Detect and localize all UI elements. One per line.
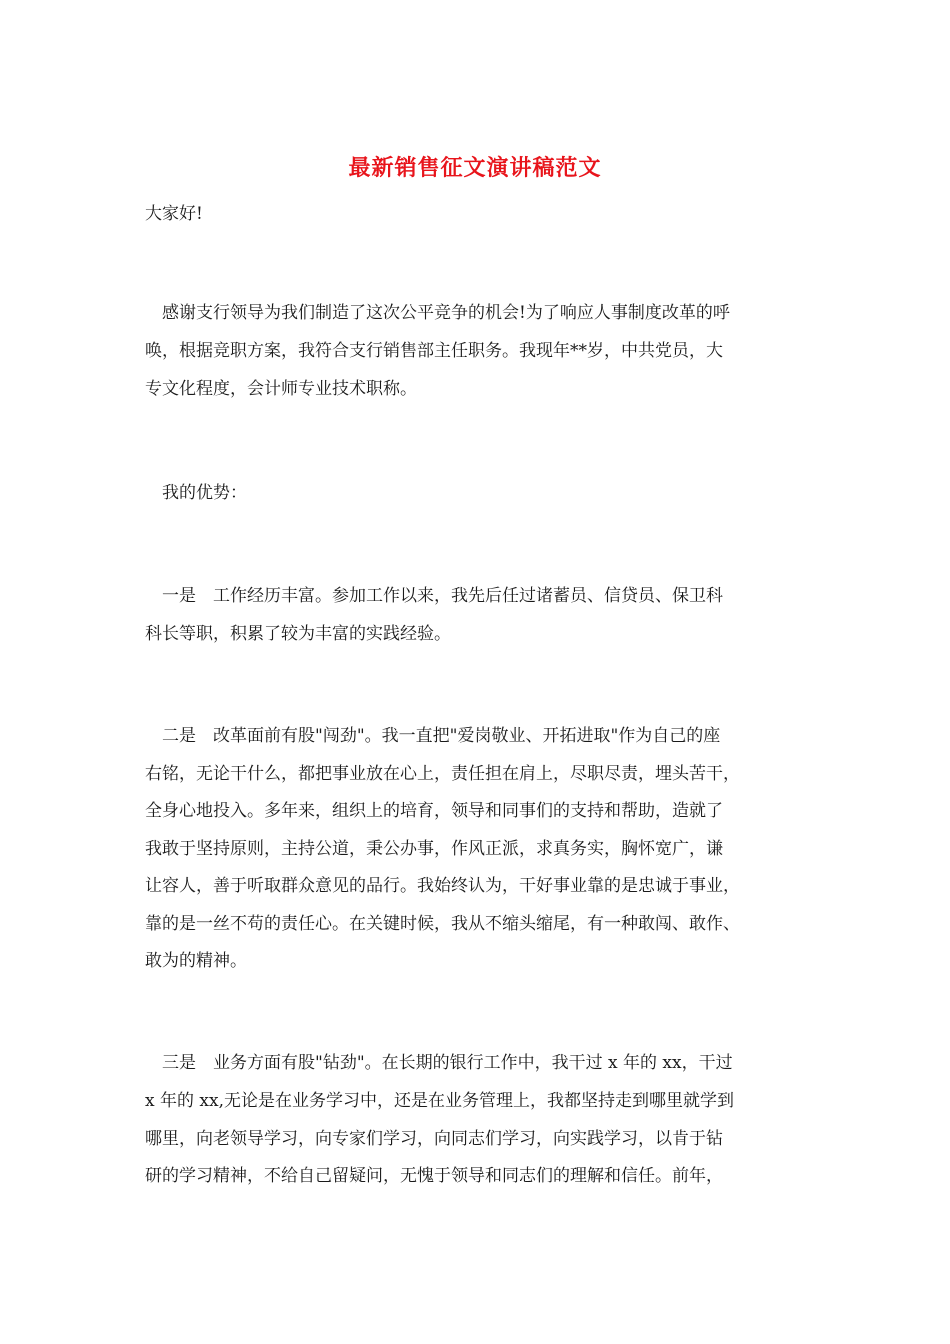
paragraph-line: 一是 工作经历丰富。参加工作以来，我先后任过诸蓄员、信贷员、保卫科 bbox=[145, 586, 723, 606]
paragraph-line: x 年的 xx,无论是在业务学习中，还是在业务管理上，我都坚持走到哪里就学到 bbox=[145, 1091, 734, 1111]
paragraph-line: 科长等职，积累了较为丰富的实践经验。 bbox=[145, 624, 451, 644]
document-title: 最新销售征文演讲稿范文 bbox=[348, 155, 602, 181]
paragraph-line: 感谢支行领导为我们制造了这次公平竞争的机会!为了响应人事制度改革的呼 bbox=[145, 303, 730, 323]
paragraph-line: 哪里，向老领导学习，向专家们学习，向同志们学习，向实践学习，以肯于钻 bbox=[145, 1129, 723, 1149]
paragraph-line: 唤，根据竞职方案，我符合支行销售部主任职务。我现年**岁，中共党员，大 bbox=[145, 341, 723, 361]
paragraph-line: 靠的是一丝不苟的责任心。在关键时候，我从不缩头缩尾，有一种敢闯、敢作、 bbox=[145, 914, 740, 934]
paragraph-line: 我的优势： bbox=[145, 483, 247, 503]
paragraph-line: 让容人，善于听取群众意见的品行。我始终认为，干好事业靠的是忠诚于事业， bbox=[145, 876, 740, 896]
paragraph-line: 全身心地投入。多年来，组织上的培育，领导和同事们的支持和帮助，造就了 bbox=[145, 801, 723, 821]
paragraph-line: 敢为的精神。 bbox=[145, 951, 247, 971]
paragraph-line: 研的学习精神，不给自己留疑问，无愧于领导和同志们的理解和信任。前年， bbox=[145, 1166, 723, 1186]
greeting-line: 大家好! bbox=[145, 204, 203, 224]
paragraph-line: 二是 改革面前有股"闯劲"。我一直把"爱岗敬业、开拓进取"作为自己的座 bbox=[145, 726, 721, 746]
paragraph-line: 三是 业务方面有股"钻劲"。在长期的银行工作中，我干过 x 年的 xx，干过 bbox=[145, 1053, 733, 1073]
paragraph-line: 我敢于坚持原则，主持公道，秉公办事，作风正派，求真务实，胸怀宽广，谦 bbox=[145, 839, 723, 859]
paragraph-line: 右铭，无论干什么，都把事业放在心上，责任担在肩上，尽职尽责，埋头苦干， bbox=[145, 764, 740, 784]
paragraph-line: 专文化程度，会计师专业技术职称。 bbox=[145, 379, 417, 399]
